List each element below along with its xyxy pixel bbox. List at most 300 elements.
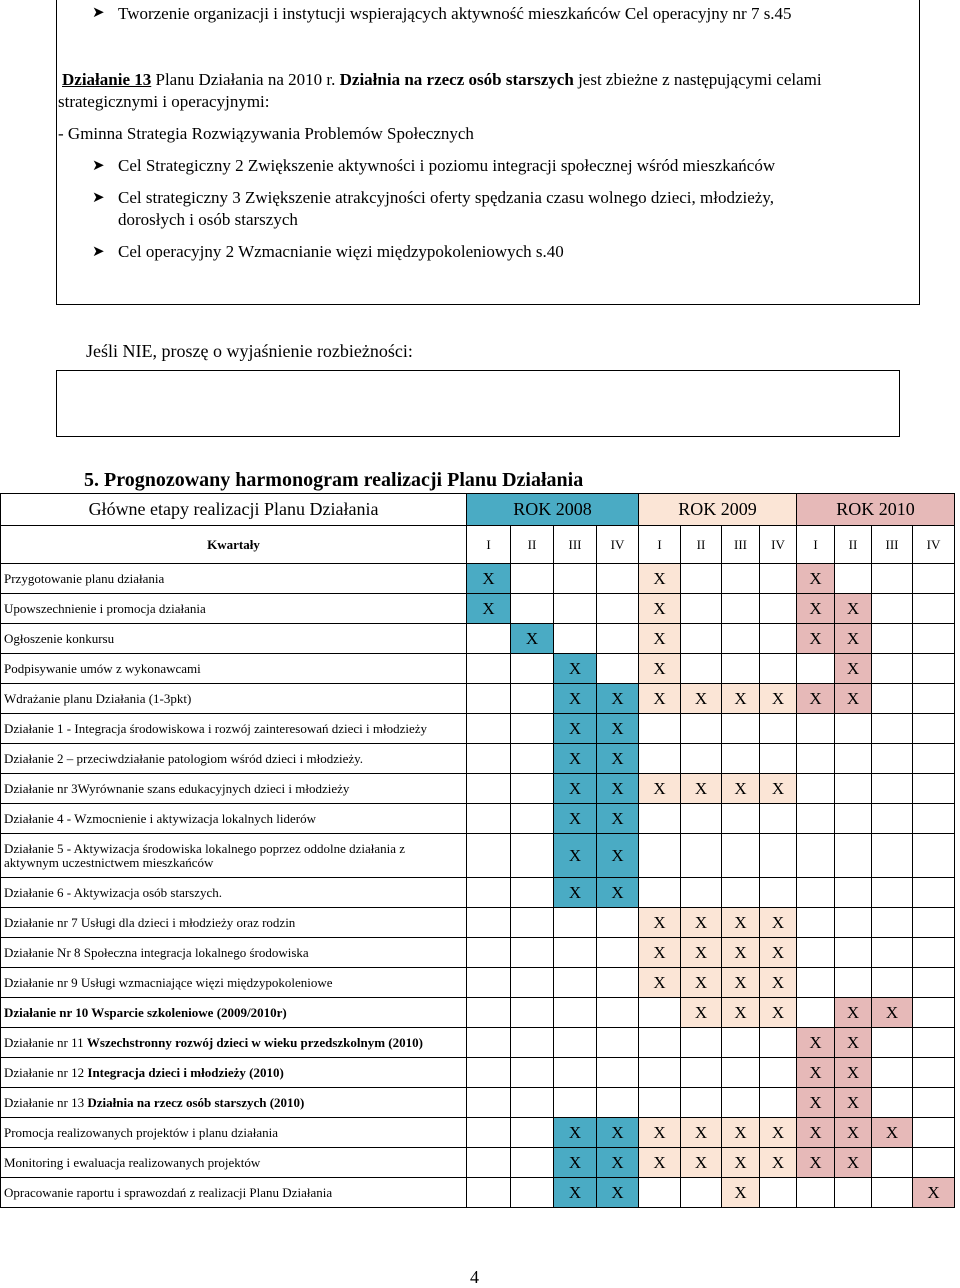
schedule-cell-empty xyxy=(554,968,597,998)
schedule-cell-empty xyxy=(554,624,597,654)
schedule-cell-empty xyxy=(722,1058,760,1088)
schedule-cell-empty xyxy=(797,968,835,998)
schedule-cell-empty xyxy=(835,1178,872,1208)
header-label: Główne etapy realizacji Planu Działania xyxy=(1,494,467,526)
schedule-cell-empty xyxy=(639,1088,681,1118)
schedule-mark: X xyxy=(760,998,797,1028)
schedule-mark: X xyxy=(554,1148,597,1178)
schedule-cell-empty xyxy=(797,834,835,878)
schedule-cell-empty xyxy=(722,1028,760,1058)
schedule-cell-empty xyxy=(554,938,597,968)
table-row xyxy=(1,1178,955,1208)
quarters-label: Kwartały xyxy=(1,526,467,564)
schedule-cell-empty xyxy=(722,564,760,594)
schedule-mark: X xyxy=(835,594,872,624)
schedule-cell-empty xyxy=(511,1148,554,1178)
schedule-cell-empty xyxy=(467,878,511,908)
schedule-cell-empty xyxy=(511,908,554,938)
schedule-cell-empty xyxy=(760,564,797,594)
schedule-cell-empty xyxy=(835,938,872,968)
table-row xyxy=(1,1088,955,1118)
schedule-cell-empty xyxy=(554,564,597,594)
action-tail: jest zbieżne z następującymi celami xyxy=(573,70,822,89)
schedule-cell-empty xyxy=(467,1058,511,1088)
schedule-cell-empty xyxy=(722,878,760,908)
schedule-cell-empty xyxy=(511,594,554,624)
schedule-mark: X xyxy=(639,564,681,594)
schedule-mark: X xyxy=(722,908,760,938)
schedule-mark: X xyxy=(722,968,760,998)
row-label: Wdrażanie planu Działania (1-3pkt) xyxy=(1,684,467,714)
schedule-cell-empty xyxy=(913,714,955,744)
row-label: Promocja realizowanych projektów i planu działania xyxy=(1,1118,467,1148)
schedule-mark: X xyxy=(760,938,797,968)
schedule-cell-empty xyxy=(467,998,511,1028)
schedule-cell-empty xyxy=(872,804,913,834)
schedule-mark: X xyxy=(554,774,597,804)
schedule-mark: X xyxy=(681,968,722,998)
arrow-bullet-icon: ➤ xyxy=(92,190,105,206)
schedule-cell-empty xyxy=(872,834,913,878)
schedule-mark: X xyxy=(681,1148,722,1178)
schedule-cell-empty xyxy=(797,938,835,968)
row-label: Działanie nr 10 Wsparcie szkoleniowe (2009/2010r) xyxy=(1,998,467,1028)
schedule-cell-empty xyxy=(835,908,872,938)
schedule-cell-empty xyxy=(872,1088,913,1118)
table-row xyxy=(1,1118,955,1148)
row-label: Opracowanie raportu i sprawozdań z realizacji Planu Działania xyxy=(1,1178,467,1208)
row-label-bold: Integracja dzieci i młodzieży (2010) xyxy=(87,1064,284,1080)
schedule-cell-empty xyxy=(511,938,554,968)
schedule-cell-empty xyxy=(913,654,955,684)
schedule-mark: X xyxy=(511,624,554,654)
schedule-mark: X xyxy=(597,804,639,834)
quarter-header: I xyxy=(467,526,511,564)
schedule-cell-empty xyxy=(797,878,835,908)
schedule-mark: X xyxy=(835,654,872,684)
schedule-cell-empty xyxy=(511,804,554,834)
schedule-cell-empty xyxy=(913,624,955,654)
schedule-cell-empty xyxy=(797,998,835,1028)
schedule-mark: X xyxy=(722,938,760,968)
schedule-cell-empty xyxy=(913,564,955,594)
schedule-mark: X xyxy=(722,684,760,714)
intro-line-1: Tworzenie organizacji i instytucji wspierających aktywność mieszkańców Cel operacyjny nr 7 s.45 xyxy=(118,4,792,23)
year-header: ROK 2010 xyxy=(797,494,955,526)
schedule-cell-empty xyxy=(872,684,913,714)
schedule-cell-empty xyxy=(797,1178,835,1208)
explain-answer-box[interactable] xyxy=(56,370,900,437)
row-label: Działanie nr 3Wyrównanie szans edukacyjnych dzieci i młodzieży xyxy=(1,774,467,804)
schedule-cell-empty xyxy=(797,744,835,774)
schedule-mark: X xyxy=(797,624,835,654)
schedule-cell-empty xyxy=(681,1058,722,1088)
schedule-cell-empty xyxy=(760,1178,797,1208)
goal-2-cont: dorosłych i osób starszych xyxy=(118,210,298,229)
schedule-cell-empty xyxy=(597,938,639,968)
strategy-name: - Gminna Strategia Rozwiązywania Problemów Społecznych xyxy=(58,124,474,143)
schedule-cell-empty xyxy=(722,594,760,624)
schedule-cell-empty xyxy=(797,774,835,804)
schedule-cell-empty xyxy=(681,744,722,774)
schedule-mark: X xyxy=(639,908,681,938)
table-row xyxy=(1,744,955,774)
row-label: Przygotowanie planu działania xyxy=(1,564,467,594)
schedule-cell-empty xyxy=(554,1088,597,1118)
schedule-cell-empty xyxy=(681,1178,722,1208)
row-label xyxy=(1,1088,467,1118)
schedule-cell-empty xyxy=(467,968,511,998)
schedule-cell-empty xyxy=(639,804,681,834)
row-label: Działanie 4 - Wzmocnienie i aktywizacja lokalnych liderów xyxy=(1,804,467,834)
schedule-mark: X xyxy=(835,624,872,654)
schedule-cell-empty xyxy=(597,1028,639,1058)
schedule-mark: X xyxy=(467,564,511,594)
schedule-cell-empty xyxy=(722,804,760,834)
year-header: ROK 2008 xyxy=(467,494,639,526)
schedule-cell-empty xyxy=(467,654,511,684)
schedule-cell-empty xyxy=(597,998,639,1028)
schedule-cell-empty xyxy=(681,804,722,834)
schedule-cell-empty xyxy=(467,804,511,834)
schedule-cell-empty xyxy=(597,594,639,624)
row-label: Ogłoszenie konkursu xyxy=(1,624,467,654)
schedule-cell-empty xyxy=(511,1058,554,1088)
schedule-cell-empty xyxy=(835,774,872,804)
schedule-cell-empty xyxy=(681,714,722,744)
schedule-mark: X xyxy=(797,1058,835,1088)
header-row xyxy=(1,494,955,526)
action-line xyxy=(62,69,822,91)
schedule-cell-empty xyxy=(760,804,797,834)
schedule-mark: X xyxy=(554,804,597,834)
table-row xyxy=(1,654,955,684)
schedule-cell-empty xyxy=(681,1028,722,1058)
table-row xyxy=(1,908,955,938)
schedule-cell-empty xyxy=(511,1088,554,1118)
row-label: Działanie 1 - Integracja środowiskowa i rozwój zainteresowań dzieci i młodzieży xyxy=(1,714,467,744)
schedule-mark: X xyxy=(639,1118,681,1148)
goal-2: Cel strategiczny 3 Zwiększenie atrakcyjności oferty spędzania czasu wolnego dzieci, młodzieży, xyxy=(118,188,774,207)
row-label: Działanie nr 7 Usługi dla dzieci i młodzieży oraz rodzin xyxy=(1,908,467,938)
arrow-bullet-icon: ➤ xyxy=(92,158,105,174)
schedule-mark: X xyxy=(835,1058,872,1088)
schedule-mark: X xyxy=(722,1148,760,1178)
row-label: Działanie 2 – przeciwdziałanie patologiom wśród dzieci i młodzieży. xyxy=(1,744,467,774)
table-row xyxy=(1,998,955,1028)
schedule-cell-empty xyxy=(760,878,797,908)
schedule-cell-empty xyxy=(872,744,913,774)
schedule-cell-empty xyxy=(760,1088,797,1118)
schedule-cell-empty xyxy=(913,1058,955,1088)
schedule-mark: X xyxy=(722,774,760,804)
schedule-cell-empty xyxy=(467,908,511,938)
schedule-cell-empty xyxy=(467,744,511,774)
table-row xyxy=(1,624,955,654)
schedule-cell-empty xyxy=(597,968,639,998)
schedule-cell-empty xyxy=(760,654,797,684)
schedule-cell-empty xyxy=(913,998,955,1028)
schedule-cell-empty xyxy=(913,744,955,774)
schedule-cell-empty xyxy=(722,834,760,878)
schedule-cell-empty xyxy=(872,654,913,684)
schedule-mark: X xyxy=(913,1178,955,1208)
schedule-mark: X xyxy=(597,1178,639,1208)
row-label xyxy=(1,1028,467,1058)
schedule-cell-empty xyxy=(467,1118,511,1148)
row-label: Działanie 6 - Aktywizacja osób starszych. xyxy=(1,878,467,908)
schedule-cell-empty xyxy=(554,908,597,938)
schedule-cell-empty xyxy=(760,1028,797,1058)
schedule-mark: X xyxy=(835,1088,872,1118)
schedule-mark: X xyxy=(760,684,797,714)
schedule-cell-empty xyxy=(872,968,913,998)
year-header: ROK 2009 xyxy=(639,494,797,526)
row-label-plain: Działanie nr 13 xyxy=(4,1094,88,1110)
schedule-cell-empty xyxy=(913,774,955,804)
table-row xyxy=(1,1148,955,1178)
schedule-mark: X xyxy=(554,684,597,714)
schedule-cell-empty xyxy=(511,684,554,714)
schedule-mark: X xyxy=(722,998,760,1028)
schedule-cell-empty xyxy=(467,624,511,654)
schedule-cell-empty xyxy=(913,1088,955,1118)
schedule-cell-empty xyxy=(872,564,913,594)
schedule-cell-empty xyxy=(872,938,913,968)
schedule-cell-empty xyxy=(554,1028,597,1058)
row-label: Podpisywanie umów z wykonawcami xyxy=(1,654,467,684)
table-row xyxy=(1,1028,955,1058)
schedule-mark: X xyxy=(681,684,722,714)
schedule-mark: X xyxy=(872,1118,913,1148)
schedule-cell-empty xyxy=(467,774,511,804)
schedule-mark: X xyxy=(597,1118,639,1148)
row-label: Działanie 5 - Aktywizacja środowiska lokalnego poprzez oddolne działania z aktywnym uczestnictwem mieszkańców xyxy=(1,834,467,878)
row-label: Działanie Nr 8 Społeczna integracja lokalnego środowiska xyxy=(1,938,467,968)
schedule-mark: X xyxy=(554,834,597,878)
schedule-mark: X xyxy=(722,1118,760,1148)
schedule-cell-empty xyxy=(835,968,872,998)
schedule-mark: X xyxy=(797,1028,835,1058)
quarter-header: IV xyxy=(760,526,797,564)
schedule-mark: X xyxy=(797,1148,835,1178)
goal-1: Cel Strategiczny 2 Zwiększenie aktywności i poziomu integracji społecznej wśród mieszkańców xyxy=(118,156,776,175)
schedule-cell-empty xyxy=(722,1088,760,1118)
schedule-cell-empty xyxy=(913,804,955,834)
quarter-header: II xyxy=(835,526,872,564)
schedule-mark: X xyxy=(760,908,797,938)
schedule-mark: X xyxy=(681,998,722,1028)
schedule-cell-empty xyxy=(597,1058,639,1088)
quarter-header: I xyxy=(797,526,835,564)
schedule-mark: X xyxy=(554,878,597,908)
schedule-mark: X xyxy=(835,998,872,1028)
schedule-cell-empty xyxy=(913,684,955,714)
schedule-cell-empty xyxy=(639,744,681,774)
quarter-header: IV xyxy=(913,526,955,564)
schedule-mark: X xyxy=(835,1148,872,1178)
schedule-cell-empty xyxy=(467,1088,511,1118)
schedule-cell-empty xyxy=(835,834,872,878)
schedule-cell-empty xyxy=(467,714,511,744)
action-label: Działanie 13 xyxy=(62,70,152,89)
schedule-cell-empty xyxy=(639,1028,681,1058)
schedule-cell-empty xyxy=(913,968,955,998)
schedule-mark: X xyxy=(681,908,722,938)
quarter-header: II xyxy=(511,526,554,564)
schedule-mark: X xyxy=(639,624,681,654)
row-label-bold: Działnia na rzecz osób starszych (2010) xyxy=(87,1094,305,1110)
quarter-header: III xyxy=(872,526,913,564)
schedule-mark: X xyxy=(554,744,597,774)
schedule-cell-empty xyxy=(835,878,872,908)
quarter-header: II xyxy=(681,526,722,564)
schedule-cell-empty xyxy=(467,1148,511,1178)
schedule-cell-empty xyxy=(681,654,722,684)
schedule-cell-empty xyxy=(872,908,913,938)
schedule-mark: X xyxy=(639,594,681,624)
schedule-mark: X xyxy=(639,684,681,714)
schedule-mark: X xyxy=(797,1118,835,1148)
schedule-cell-empty xyxy=(760,834,797,878)
schedule-cell-empty xyxy=(722,744,760,774)
schedule-cell-empty xyxy=(511,1178,554,1208)
schedule-cell-empty xyxy=(511,1028,554,1058)
schedule-cell-empty xyxy=(872,1178,913,1208)
schedule-mark: X xyxy=(597,684,639,714)
schedule-cell-empty xyxy=(760,594,797,624)
row-label-plain: Działanie nr 12 xyxy=(4,1064,88,1080)
schedule-mark: X xyxy=(722,1178,760,1208)
schedule-cell-empty xyxy=(511,834,554,878)
schedule-mark: X xyxy=(835,684,872,714)
schedule-mark: X xyxy=(797,594,835,624)
schedule-mark: X xyxy=(597,774,639,804)
action-name: Działnia na rzecz osób starszych xyxy=(339,70,574,89)
schedule-cell-empty xyxy=(797,908,835,938)
schedule-cell-empty xyxy=(835,804,872,834)
schedule-cell-empty xyxy=(681,594,722,624)
schedule-cell-empty xyxy=(597,1088,639,1118)
schedule-cell-empty xyxy=(722,654,760,684)
schedule-cell-empty xyxy=(760,1058,797,1088)
schedule-mark: X xyxy=(835,1028,872,1058)
schedule-cell-empty xyxy=(722,714,760,744)
table-row xyxy=(1,968,955,998)
table-row xyxy=(1,564,955,594)
schedule-mark: X xyxy=(554,714,597,744)
schedule-cell-empty xyxy=(913,878,955,908)
schedule-cell-empty xyxy=(760,624,797,654)
schedule-cell-empty xyxy=(511,998,554,1028)
schedule-cell-empty xyxy=(872,1058,913,1088)
table-row xyxy=(1,834,955,878)
row-label-bold: Wszechstronny rozwój dzieci w wieku przedszkolnym (2010) xyxy=(86,1034,423,1050)
schedule-cell-empty xyxy=(797,804,835,834)
schedule-cell-empty xyxy=(681,878,722,908)
schedule-cell-empty xyxy=(760,744,797,774)
schedule-cell-empty xyxy=(639,878,681,908)
schedule-cell-empty xyxy=(511,654,554,684)
table-row xyxy=(1,714,955,744)
schedule-cell-empty xyxy=(511,744,554,774)
schedule-cell-empty xyxy=(639,834,681,878)
schedule-mark: X xyxy=(467,594,511,624)
schedule-cell-empty xyxy=(797,714,835,744)
schedule-cell-empty xyxy=(639,1058,681,1088)
schedule-cell-empty xyxy=(872,1148,913,1178)
schedule-mark: X xyxy=(681,938,722,968)
schedule-cell-empty xyxy=(467,1028,511,1058)
explain-prompt: Jeśli NIE, proszę o wyjaśnienie rozbieżności: xyxy=(86,341,413,361)
schedule-mark: X xyxy=(554,1178,597,1208)
row-label: Działanie nr 9 Usługi wzmacniające więzi międzypokoleniowe xyxy=(1,968,467,998)
table-row xyxy=(1,804,955,834)
schedule-cell-empty xyxy=(511,564,554,594)
schedule-mark: X xyxy=(639,1148,681,1178)
schedule-cell-empty xyxy=(913,594,955,624)
schedule-mark: X xyxy=(681,1118,722,1148)
table-row xyxy=(1,684,955,714)
schedule-mark: X xyxy=(554,654,597,684)
schedule-cell-empty xyxy=(554,998,597,1028)
schedule-cell-empty xyxy=(835,564,872,594)
page-number: 4 xyxy=(470,1267,479,1287)
schedule-cell-empty xyxy=(467,938,511,968)
schedule-cell-empty xyxy=(597,908,639,938)
schedule-cell-empty xyxy=(722,624,760,654)
schedule-mark: X xyxy=(554,1118,597,1148)
schedule-cell-empty xyxy=(467,1178,511,1208)
table-row xyxy=(1,774,955,804)
quarter-header: IV xyxy=(597,526,639,564)
schedule-cell-empty xyxy=(681,564,722,594)
table-row xyxy=(1,878,955,908)
quarter-header: III xyxy=(554,526,597,564)
schedule-cell-empty xyxy=(681,624,722,654)
schedule-cell-empty xyxy=(467,834,511,878)
schedule-cell-empty xyxy=(597,564,639,594)
schedule-cell-empty xyxy=(681,1088,722,1118)
schedule-cell-empty xyxy=(913,1148,955,1178)
schedule-cell-empty xyxy=(835,714,872,744)
schedule-mark: X xyxy=(760,1148,797,1178)
schedule-mark: X xyxy=(681,774,722,804)
schedule-cell-empty xyxy=(913,938,955,968)
schedule-cell-empty xyxy=(872,878,913,908)
schedule-mark: X xyxy=(597,834,639,878)
arrow-bullet-icon: ➤ xyxy=(92,244,105,260)
schedule-mark: X xyxy=(597,714,639,744)
schedule-cell-empty xyxy=(872,1028,913,1058)
schedule-mark: X xyxy=(597,1148,639,1178)
schedule-mark: X xyxy=(797,564,835,594)
row-label: Monitoring i ewaluacja realizowanych projektów xyxy=(1,1148,467,1178)
schedule-cell-empty xyxy=(835,744,872,774)
schedule-cell-empty xyxy=(913,834,955,878)
schedule-table xyxy=(0,493,955,1208)
schedule-cell-empty xyxy=(913,1028,955,1058)
row-label-plain: Działanie nr 11 xyxy=(4,1034,87,1050)
schedule-cell-empty xyxy=(597,624,639,654)
schedule-mark: X xyxy=(835,1118,872,1148)
goal-3: Cel operacyjny 2 Wzmacnianie więzi międzypokoleniowych s.40 xyxy=(118,242,564,261)
schedule-mark: X xyxy=(639,938,681,968)
arrow-bullet-icon: ➤ xyxy=(92,5,105,21)
schedule-cell-empty xyxy=(760,714,797,744)
schedule-mark: X xyxy=(639,774,681,804)
schedule-cell-empty xyxy=(913,908,955,938)
